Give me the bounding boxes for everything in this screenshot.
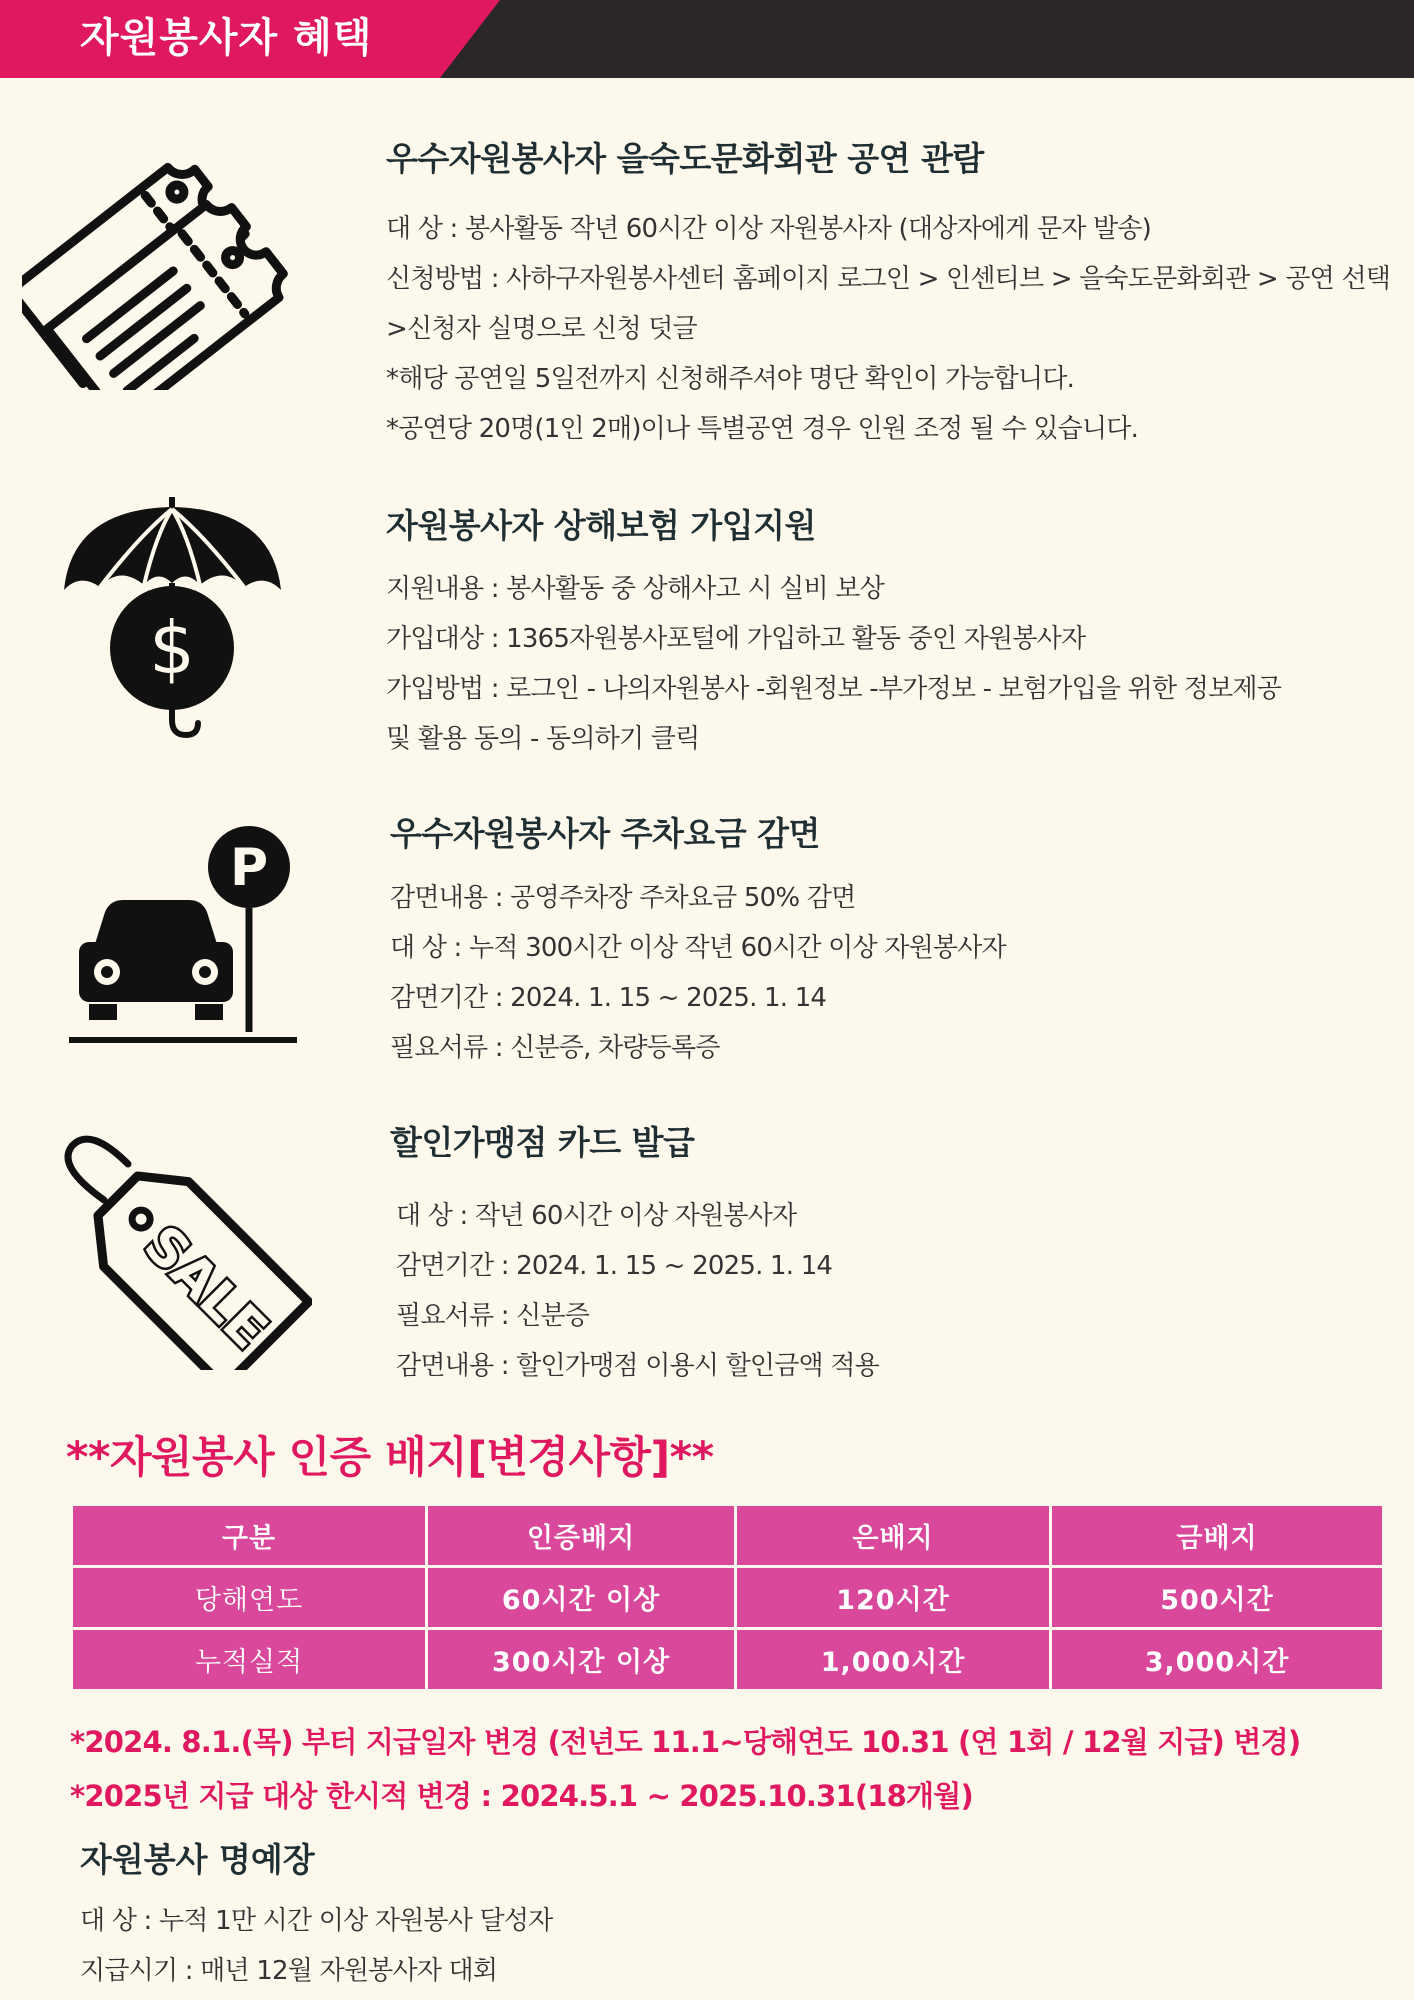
- section-line: 신청방법 : 사하구자원봉사센터 홈페이지 로그인 > 인센티브 > 을숙도문화회관 > 공연 선택: [386, 264, 1391, 294]
- section-title: 우수자원봉사자 주차요금 감면: [390, 814, 820, 853]
- section-line: 대 상 : 누적 300시간 이상 작년 60시간 이상 자원봉사자: [390, 933, 1006, 963]
- table-cell: 3,000시간: [1052, 1630, 1382, 1689]
- section-line: >신청자 실명으로 신청 덧글: [386, 314, 697, 344]
- ticket-icon: [22, 160, 302, 390]
- badge-title: **자원봉사 인증 배지[변경사항]**: [66, 1433, 714, 1483]
- sale-tag-icon: [62, 1130, 312, 1370]
- car-parking-icon: [65, 822, 305, 1047]
- umbrella-dollar-icon: [60, 495, 285, 740]
- svg-text:P: P: [229, 838, 269, 898]
- section-line: *해당 공연일 5일전까지 신청해주셔야 명단 확인이 가능합니다.: [386, 364, 1075, 394]
- header-bar: [0, 0, 1414, 78]
- svg-text:SALE: SALE: [132, 1214, 279, 1361]
- table-cell: 60시간 이상: [428, 1568, 734, 1627]
- table-cell: 500시간: [1052, 1568, 1382, 1627]
- section-line: 필요서류 : 신분증: [396, 1301, 590, 1331]
- table-cell: 300시간 이상: [428, 1630, 734, 1689]
- section-line: 감면기간 : 2024. 1. 15 ~ 2025. 1. 14: [396, 1251, 833, 1281]
- svg-text:$: $: [149, 606, 195, 690]
- table-cell: 1,000시간: [737, 1630, 1049, 1689]
- badge-notice: *2024. 8.1.(목) 부터 지급일자 변경 (전년도 11.1~당해연도 10.31 (연 1회 / 12월 지급) 변경): [70, 1725, 1301, 1759]
- table-header-cell: 금배지: [1052, 1506, 1382, 1565]
- section-line: 대 상 : 봉사활동 작년 60시간 이상 자원봉사자 (대상자에게 문자 발송): [386, 214, 1151, 244]
- section-line: 대 상 : 작년 60시간 이상 자원봉사자: [396, 1201, 797, 1231]
- table-cell: 120시간: [737, 1568, 1049, 1627]
- section-line: 필요서류 : 신분증, 차량등록증: [390, 1033, 720, 1063]
- section-line: *공연당 20명(1인 2매)이나 특별공연 경우 인원 조정 될 수 있습니다.: [386, 414, 1139, 444]
- section-line: 지원내용 : 봉사활동 중 상해사고 시 실비 보상: [386, 574, 884, 604]
- section-line: 가입방법 : 로그인 - 나의자원봉사 -회원정보 -부가정보 - 보험가입을 위한 정보제공: [386, 674, 1282, 704]
- page-title: 자원봉사자 혜택: [80, 15, 373, 61]
- section-title: 할인가맹점 카드 발급: [390, 1123, 695, 1162]
- section-line: 가입대상 : 1365자원봉사포털에 가입하고 활동 중인 자원봉사자: [386, 624, 1086, 654]
- honor-line: 지급시기 : 매년 12월 자원봉사자 대회: [80, 1956, 498, 1986]
- honor-title: 자원봉사 명예장: [80, 1840, 315, 1879]
- section-line: 감면내용 : 할인가맹점 이용시 할인금액 적용: [396, 1351, 879, 1381]
- table-header-cell: 구분: [73, 1506, 425, 1565]
- badge-notice: *2025년 지급 대상 한시적 변경 : 2024.5.1 ~ 2025.10.31(18개월): [70, 1779, 973, 1813]
- section-line: 감면기간 : 2024. 1. 15 ~ 2025. 1. 14: [390, 983, 827, 1013]
- badge-table: [70, 1503, 1385, 1692]
- section-line: 및 활용 동의 - 동의하기 클릭: [386, 724, 700, 754]
- section-line: 감면내용 : 공영주차장 주차요금 50% 감면: [390, 883, 856, 913]
- table-header-row: [73, 1506, 1382, 1565]
- section-title: 자원봉사자 상해보험 가입지원: [386, 506, 816, 545]
- section-title: 우수자원봉사자 을숙도문화회관 공연 관람: [386, 139, 984, 178]
- table-cell: 누적실적: [73, 1630, 425, 1689]
- table-row: [73, 1630, 1382, 1689]
- table-cell: 당해연도: [73, 1568, 425, 1627]
- honor-line: 대 상 : 누적 1만 시간 이상 자원봉사 달성자: [80, 1906, 553, 1936]
- table-header-cell: 인증배지: [428, 1506, 734, 1565]
- table-header-cell: 은배지: [737, 1506, 1049, 1565]
- table-row: [73, 1568, 1382, 1627]
